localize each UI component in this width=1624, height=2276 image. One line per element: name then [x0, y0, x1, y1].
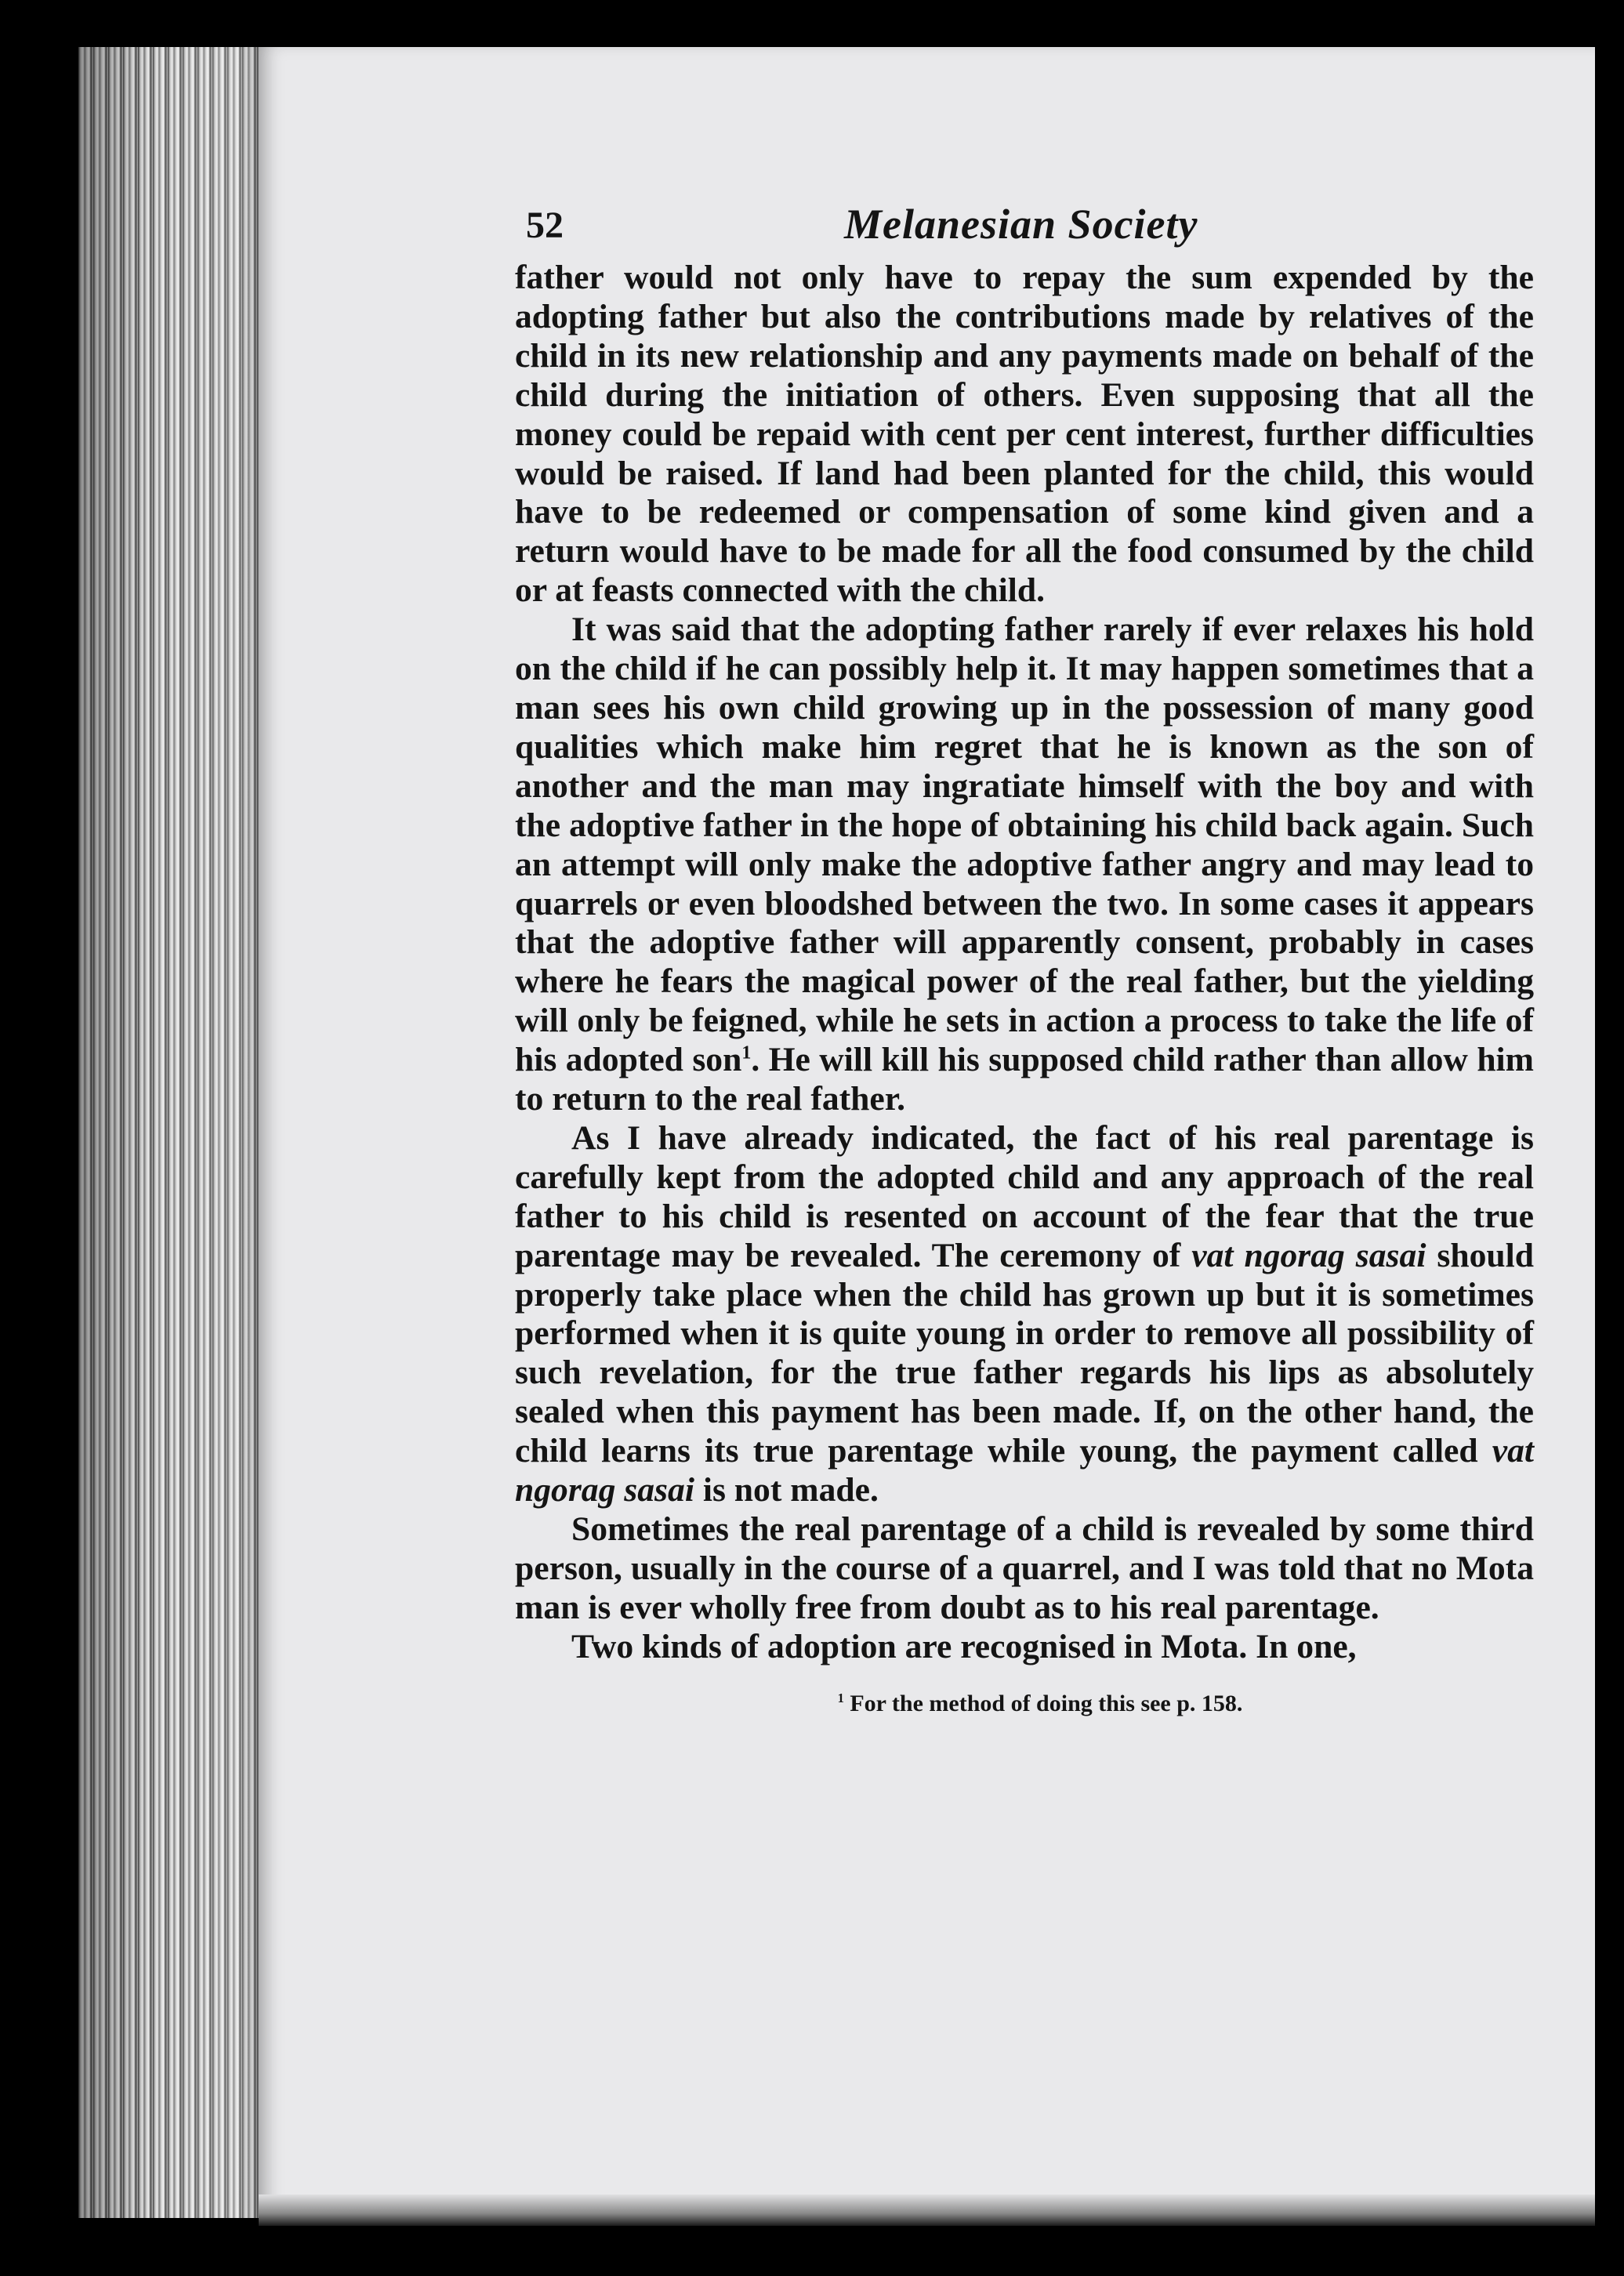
paragraph: [515, 1628, 1534, 1667]
footnote-reference: 1: [741, 1042, 752, 1064]
footnote-marker: 1: [837, 1690, 844, 1705]
footnote: [515, 1691, 1534, 1717]
paragraph-text: It was said that the adopting father rarely if ever relaxes his hold on the child if he can possibly help it. It may happen sometimes that a man sees his own child growing up in the possession of many good qualities which make him regret that he is known as the son of another and the man may ingratiate himself with the boy and with the adoptive father in the hope of obtaining his child back again. Such an attempt will only make the adoptive father angry and may lead to quarrels or even bloodshed between the two. In some cases it appears that the adoptive father will apparently consent, probably in cases where he fears the magical power of the real father, but the yielding will only be feigned, while he sets in action a process to take the life of his adopted son: [515, 611, 1534, 1079]
paragraph-text: is not made.: [694, 1471, 879, 1509]
italic-term: vat ngorag sasai: [1191, 1236, 1426, 1274]
page-content: [515, 196, 1534, 1717]
paragraph: [515, 1119, 1534, 1510]
paragraph-text: Sometimes the real parentage of a child is revealed by some third person, usually in the course of a quarrel, and I was told that no Mota man is ever wholly free from doubt as to his real parentage.: [515, 1510, 1534, 1626]
paragraph: [515, 259, 1534, 611]
paragraph: [515, 611, 1534, 1119]
page-number: 52: [526, 205, 564, 246]
page-header: [515, 196, 1534, 259]
running-head: Melanesian Society: [844, 201, 1198, 248]
paragraph-text: should properly take place when the child has grown up but it is sometimes performed when it is quite young in order to remove all possibility of such revelation, for the true father regards his lips as absolutely sealed when this payment has been made. If, on the other hand, the child learns its true parentage while young, the payment called: [515, 1236, 1534, 1470]
book-edge-shadow: [78, 47, 266, 2218]
paragraph: [515, 1510, 1534, 1628]
footnote-text: For the method of doing this see p. 158.: [850, 1690, 1243, 1716]
page-bottom-edge: [259, 2194, 1595, 2226]
paragraph-text: . He will kill his supposed child rather than allow him to return to the real father.: [515, 1041, 1534, 1118]
paragraph-text: father would not only have to repay the sum expended by the adopting father but also the contributions made by relatives of the child in its new relationship and any payments made on behalf of the child during the initiation of others. Even supposing that all the money could be repaid with cent per cent interest, further difficulties would be raised. If land had been planted for the child, this would have to be redeemed or compensation of some kind given and a return would have to be made for all the food consumed by the child or at feasts connected with the child.: [515, 259, 1534, 610]
paragraph-text: As I have already indicated, the fact of his real parentage is carefully kept from the adopted child and any approach of the real father to his child is resented on account of the fear that the true parentage may be revealed. The ceremony of: [515, 1118, 1534, 1274]
body-text: [515, 259, 1534, 1667]
italic-term: vat ngorag sasai: [515, 1432, 1534, 1509]
paragraph-text: Two kinds of adoption are recognised in Mota. In one,: [571, 1627, 1357, 1665]
